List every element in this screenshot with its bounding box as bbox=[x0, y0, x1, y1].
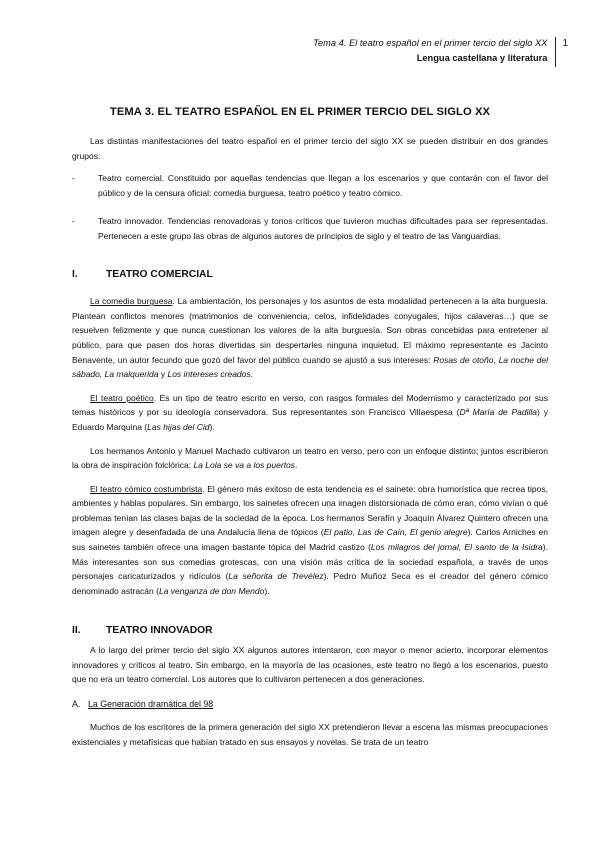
paragraph-comedia-burguesa bbox=[72, 294, 548, 382]
paragraph-teatro-innovador: A lo largo del primer tercio del siglo XX algunos autores intentaron, con mayor o menor acierto, incorporar elementos innovadores y críticos al teatro. Sin embargo, en la mayoría de las ocasiones, este teatro no llegó a los escenarios, puesto que no era un teatro comercial. Los autores que lo cultivaron pertenecen a dos generaciones. bbox=[72, 645, 548, 685]
section-title: TEATRO INNOVADOR bbox=[106, 625, 213, 637]
works-title: Dª María de Padilla bbox=[459, 407, 538, 418]
list-dash: - bbox=[72, 173, 75, 184]
paragraph-teatro-poetico bbox=[72, 391, 548, 435]
paragraph-text: ) y Eduardo Marquina ( bbox=[72, 407, 548, 432]
subsection-letter: A. bbox=[72, 698, 81, 709]
works-title: Los milagros del jornal, El santo de la Isidra bbox=[370, 542, 543, 553]
works-title: El patio, Las de Caín, El genio alegre bbox=[323, 527, 468, 538]
group-commercial-text: Teatro comercial. Constituido por aquellas tendencias que llegan a los escenarios y que contarán con el favor del público y de la censura oficial: comedia burguesa, teatro poético y teatro cómico. bbox=[98, 173, 548, 198]
intro-paragraph: Las distintas manifestaciones del teatro español en el primer tercio del siglo XX se pueden distribuir en dos grandes grupos: bbox=[72, 136, 548, 161]
paragraph-text: y bbox=[158, 369, 168, 380]
section-title: TEATRO COMERCIAL bbox=[106, 268, 213, 280]
works-title: La señorita de Trevélez bbox=[228, 571, 324, 582]
paragraph-teatro-comico bbox=[72, 482, 548, 599]
paragraph-machado bbox=[72, 444, 548, 473]
paragraph-text: . Es un tipo de teatro escrito en verso, con rasgos formales del Modernismo y caracterizado por sus temas históricos y por su ideología conservadora. Sus representantes son Francisco Villaespesa ( bbox=[72, 392, 548, 418]
paragraph-text: . bbox=[295, 460, 298, 471]
subsection-title: La Generación dramática del 98 bbox=[88, 698, 214, 709]
page-number: 1 bbox=[562, 38, 568, 49]
section-number: I. bbox=[72, 268, 78, 280]
works-title: Las hijas del Cid bbox=[147, 421, 210, 432]
section-number: II. bbox=[72, 625, 81, 637]
header-subject: Lengua castellana y literatura bbox=[416, 53, 548, 63]
paragraph-text: . bbox=[250, 369, 254, 380]
document-title: TEMA 3. EL TEATRO ESPAÑOL EN EL PRIMER TERCIO DEL SIGLO XX bbox=[109, 106, 491, 118]
works-title: La Lola se va a los puertos bbox=[193, 460, 296, 471]
works-title: Los intereses creados bbox=[167, 369, 251, 380]
paragraph-text: ). Pedro Muñoz Seca es el creador del género cómico denominado astracán ( bbox=[72, 571, 548, 596]
list-item bbox=[72, 214, 548, 243]
works-title: Rosas de otoño, La noche del sábado, La malquerida bbox=[72, 354, 548, 380]
paragraph-text: ). bbox=[264, 585, 270, 596]
paragraph-text: Los hermanos Antonio y Manuel Machado cultivaron un teatro en verso, pero con un enfoque distinto; juntos escribieron la obra de inspiración folclórica: bbox=[72, 445, 548, 471]
paragraph-text: ). Más interesantes son sus comedias grotescas, con una visión más crítica de la sociedad española, a través de unos personajes caricaturizados y ridículos ( bbox=[72, 542, 548, 582]
works-title: La venganza de don Mendo bbox=[158, 585, 265, 596]
term-teatro-poetico: El teatro poético bbox=[90, 392, 154, 403]
group-innovative-text: Teatro innovador. Tendencias renovadoras y tonos críticos que tuvieron muchas dificultades para ser representadas. Pertenecen a este grupo las obras de algunos autores de principios de siglo y el teatro de las Vanguardias. bbox=[98, 216, 548, 241]
header-text bbox=[313, 36, 555, 66]
paragraph-text: . La ambientación, los personajes y los asuntos de esta modalidad pertenecen a la alta burguesía. Plantean conflictos menores (matrimonios de conveniencia, celos, infidelidades conyugales, hijos calaveras…) que se resuelven felizmente y que nunca cuestionan los valores de la alta burguesía. Son obras concebidas para entretener al público, para que pasen dos horas divertidas sin despertarles ninguna inquietud. El máximo representante es Jacinto Benavente, un autor fecundo que gozó del favor del público cuando se ajustó a sus intereses: bbox=[72, 296, 548, 365]
paragraph-text: . El género más exitoso de esta tendencia es el sainete: obra humorística que recrea tipos, ambientes y hablas populares. Sin embargo, los sainetes ofrecen una imagen distorsionada de cómo eran, cómo vivían o qué problemas tenían las clases bajas de la sociedad de la época. Los hermanos Serafín y Joaquín Álvarez Quintero ofrecen una imagen alegre y desenfadada de una Andalucía llena de tópicos ( bbox=[72, 483, 549, 538]
page-header bbox=[313, 36, 568, 67]
section-heading-innovative bbox=[72, 624, 548, 639]
list-item bbox=[72, 171, 548, 200]
groups-list bbox=[72, 171, 548, 243]
document-body bbox=[72, 134, 548, 759]
paragraph-generacion-98: Muchos de los escritores de la primera generación del siglo XX pretendieron llevar a escena las mismas preocupaciones existenciales y metafísicas que habían tratado en sus ensayos y novelas. Se trata de un teatro bbox=[72, 722, 548, 747]
list-dash: - bbox=[72, 216, 75, 227]
paragraph-text: ). bbox=[209, 421, 215, 432]
paragraph-text: ). Carlos Arniches en sus sainetes también ofrece una imagen bastante tópica del Madrid castizo ( bbox=[72, 527, 548, 553]
term-comedia-burguesa: La comedia burguesa bbox=[90, 296, 173, 307]
subsection-heading-generacion-98 bbox=[72, 697, 548, 712]
term-teatro-comico: El teatro cómico costumbrista bbox=[90, 483, 203, 494]
header-topic: Tema 4. El teatro español en el primer tercio del siglo XX bbox=[313, 38, 548, 48]
section-heading-commercial bbox=[72, 268, 548, 283]
